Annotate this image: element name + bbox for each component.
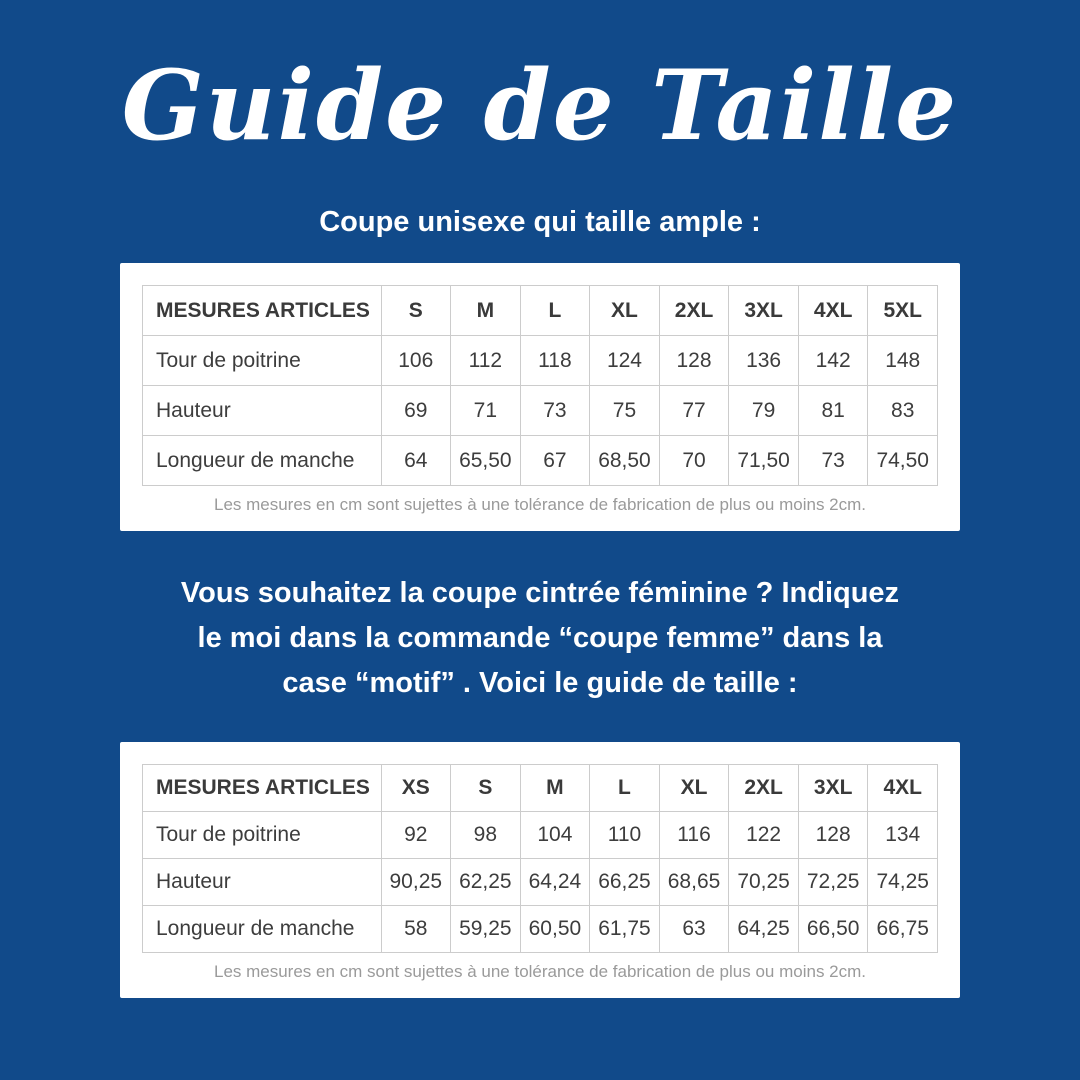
measure-value-cell: 74,25 xyxy=(868,859,938,906)
size-column-header: 5XL xyxy=(868,286,938,336)
measure-value-cell: 79 xyxy=(729,386,799,436)
table-row xyxy=(143,386,938,436)
size-column-header: XL xyxy=(659,765,729,812)
size-column-header: S xyxy=(451,765,521,812)
measures-column-header: MESURES ARTICLES xyxy=(143,286,382,336)
measure-value-cell: 104 xyxy=(520,812,590,859)
measure-value-cell: 62,25 xyxy=(451,859,521,906)
size-column-header: 3XL xyxy=(729,286,799,336)
measure-value-cell: 92 xyxy=(381,812,451,859)
measure-value-cell: 134 xyxy=(868,812,938,859)
measure-value-cell: 128 xyxy=(798,812,868,859)
measure-value-cell: 74,50 xyxy=(868,436,938,486)
measure-value-cell: 75 xyxy=(590,386,660,436)
measure-value-cell: 67 xyxy=(520,436,590,486)
women-fit-heading xyxy=(0,571,1080,706)
measure-value-cell: 70 xyxy=(659,436,729,486)
tolerance-note: Les mesures en cm sont sujettes à une tolérance de fabrication de plus ou moins 2cm. xyxy=(213,495,867,514)
size-column-header: XL xyxy=(590,286,660,336)
measure-value-cell: 71,50 xyxy=(729,436,799,486)
measure-value-cell: 98 xyxy=(451,812,521,859)
measure-value-cell: 136 xyxy=(729,336,799,386)
measure-value-cell: 65,50 xyxy=(451,436,521,486)
size-column-header: L xyxy=(590,765,660,812)
size-column-header: M xyxy=(520,765,590,812)
table-row xyxy=(143,906,938,953)
measure-value-cell: 128 xyxy=(659,336,729,386)
table-header-row xyxy=(143,765,938,812)
measure-label-cell: Tour de poitrine xyxy=(143,812,382,859)
size-column-header: 4XL xyxy=(868,765,938,812)
measure-value-cell: 106 xyxy=(381,336,451,386)
measure-value-cell: 142 xyxy=(798,336,868,386)
measure-value-cell: 68,50 xyxy=(590,436,660,486)
size-column-header: 3XL xyxy=(798,765,868,812)
measure-label-cell: Tour de poitrine xyxy=(143,336,382,386)
measure-value-cell: 69 xyxy=(381,386,451,436)
measure-label-cell: Hauteur xyxy=(143,859,382,906)
measure-value-cell: 118 xyxy=(520,336,590,386)
measure-value-cell: 90,25 xyxy=(381,859,451,906)
measure-value-cell: 64 xyxy=(381,436,451,486)
measure-value-cell: 66,25 xyxy=(590,859,660,906)
measure-value-cell: 81 xyxy=(798,386,868,436)
measures-column-header: MESURES ARTICLES xyxy=(143,765,382,812)
measure-value-cell: 122 xyxy=(729,812,799,859)
measure-value-cell: 70,25 xyxy=(729,859,799,906)
unisex-size-panel xyxy=(120,263,960,531)
measure-value-cell: 58 xyxy=(381,906,451,953)
measure-label-cell: Longueur de manche xyxy=(143,906,382,953)
measure-value-cell: 60,50 xyxy=(520,906,590,953)
measure-value-cell: 66,50 xyxy=(798,906,868,953)
page-title: Guide de Taille xyxy=(121,49,959,162)
size-column-header: 4XL xyxy=(798,286,868,336)
size-column-header: S xyxy=(381,286,451,336)
size-column-header: L xyxy=(520,286,590,336)
women-fit-heading-line-3: case “motif” . Voici le guide de taille : xyxy=(282,667,798,699)
unisex-fit-heading: Coupe unisexe qui taille ample : xyxy=(319,206,761,238)
unisex-size-table xyxy=(142,285,938,486)
table-row xyxy=(143,436,938,486)
table-row xyxy=(143,859,938,906)
measure-value-cell: 64,24 xyxy=(520,859,590,906)
size-column-header: 2XL xyxy=(659,286,729,336)
measure-value-cell: 71 xyxy=(451,386,521,436)
measure-value-cell: 72,25 xyxy=(798,859,868,906)
measure-value-cell: 73 xyxy=(520,386,590,436)
women-size-table xyxy=(142,764,938,953)
measure-value-cell: 116 xyxy=(659,812,729,859)
tolerance-note: Les mesures en cm sont sujettes à une tolérance de fabrication de plus ou moins 2cm. xyxy=(213,962,867,981)
measure-value-cell: 83 xyxy=(868,386,938,436)
measure-value-cell: 61,75 xyxy=(590,906,660,953)
measure-value-cell: 64,25 xyxy=(729,906,799,953)
measure-value-cell: 63 xyxy=(659,906,729,953)
measure-value-cell: 124 xyxy=(590,336,660,386)
size-column-header: XS xyxy=(381,765,451,812)
measure-value-cell: 110 xyxy=(590,812,660,859)
measure-value-cell: 112 xyxy=(451,336,521,386)
size-column-header: M xyxy=(451,286,521,336)
table-row xyxy=(143,336,938,386)
women-size-panel xyxy=(120,742,960,998)
measure-label-cell: Longueur de manche xyxy=(143,436,382,486)
measure-value-cell: 77 xyxy=(659,386,729,436)
measure-value-cell: 66,75 xyxy=(868,906,938,953)
measure-label-cell: Hauteur xyxy=(143,386,382,436)
size-column-header: 2XL xyxy=(729,765,799,812)
women-fit-heading-line-1: Vous souhaitez la coupe cintrée féminine ? Indiquez xyxy=(180,577,900,609)
table-row xyxy=(143,812,938,859)
measure-value-cell: 73 xyxy=(798,436,868,486)
measure-value-cell: 68,65 xyxy=(659,859,729,906)
women-fit-heading-line-2: le moi dans la commande “coupe femme” dans la xyxy=(197,622,883,654)
table-header-row xyxy=(143,286,938,336)
measure-value-cell: 59,25 xyxy=(451,906,521,953)
measure-value-cell: 148 xyxy=(868,336,938,386)
